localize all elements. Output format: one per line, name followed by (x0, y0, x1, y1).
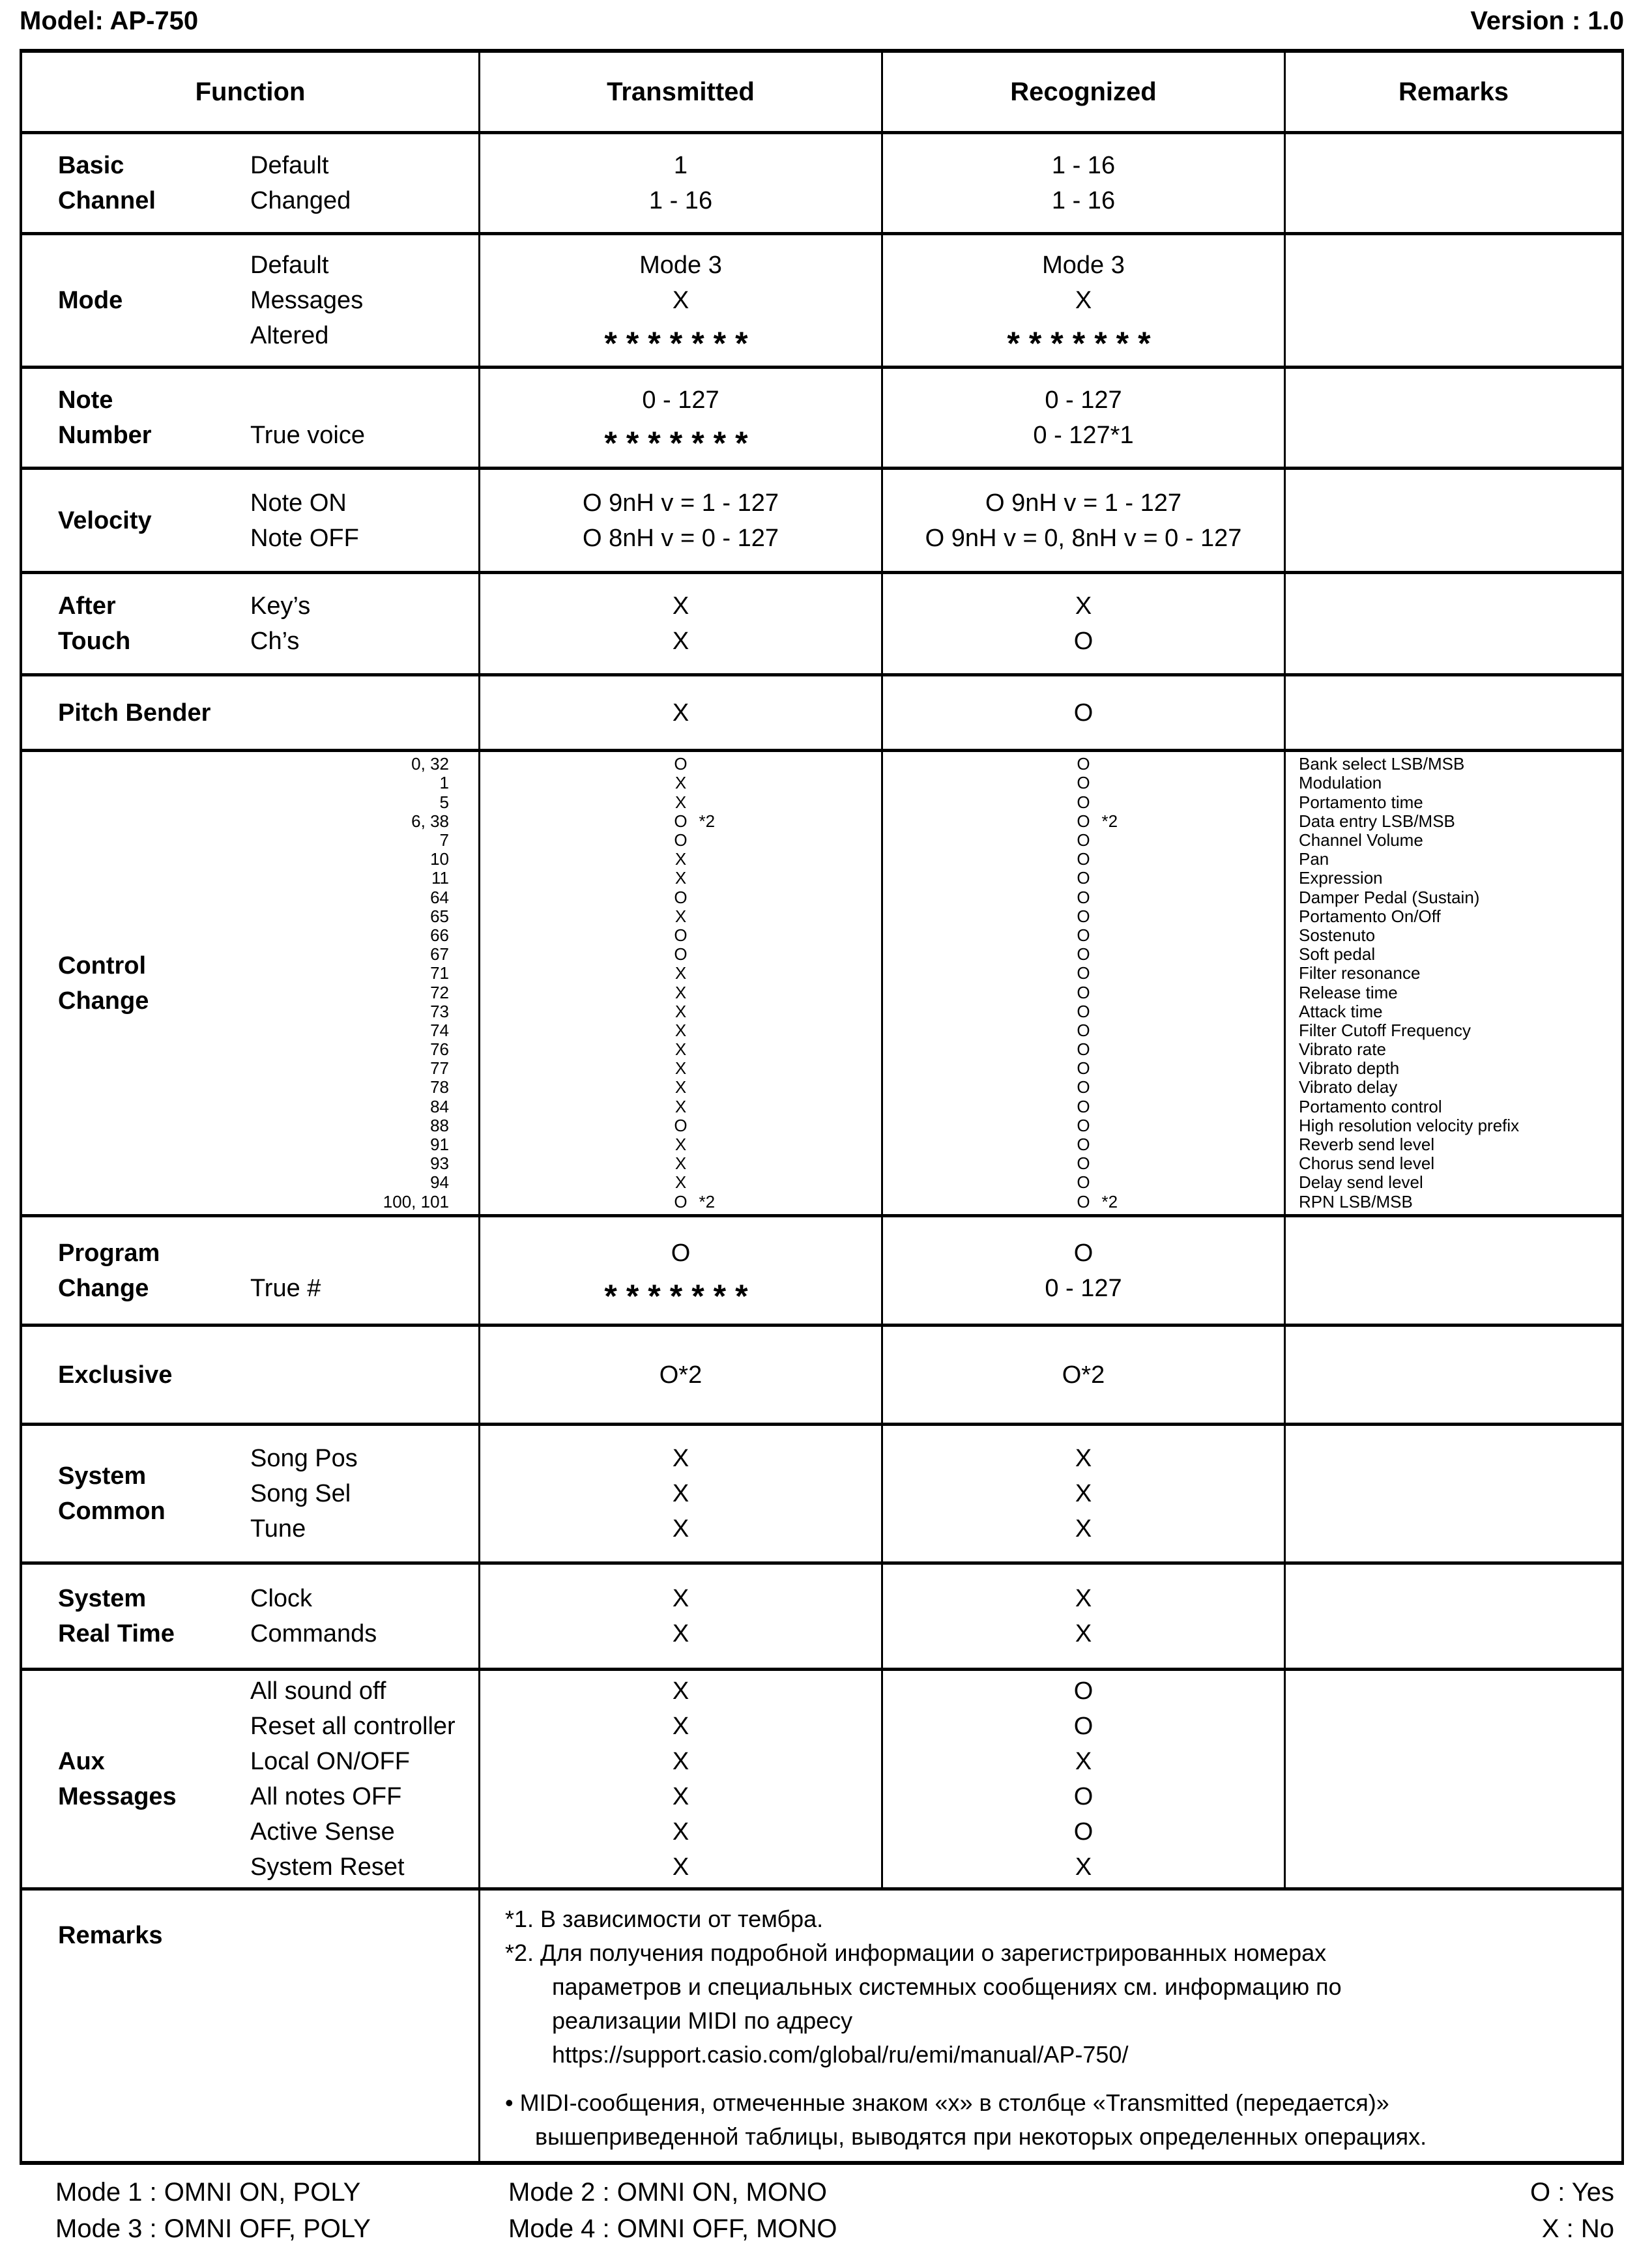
cell-value: O 9nH v = 0, 8nH v = 0 - 127 (925, 524, 1242, 552)
transmitted-cell (480, 752, 883, 1214)
cell-value: X (1075, 1748, 1092, 1775)
cc-number: 88 (430, 1115, 449, 1135)
cell-value: X (672, 1480, 689, 1507)
remarks-notes (480, 1891, 1621, 2161)
cell-value: X (674, 1020, 687, 1040)
cell-value: 1 - 16 (1051, 187, 1116, 214)
row-mode (22, 235, 1621, 369)
row-label: Pitch Bender (58, 699, 211, 727)
row-after-touch (22, 574, 1621, 676)
row-label: System Common (58, 1462, 166, 1525)
cell-value: X (1075, 1585, 1092, 1612)
legend-mode-4: Mode 4 : OMNI OFF, MONO (508, 2214, 837, 2243)
cell-value: 0 - 127*1 (1033, 422, 1134, 449)
cc-number: 67 (430, 944, 449, 964)
cell-value: O (1077, 925, 1090, 945)
transmitted-cell (480, 1565, 883, 1668)
cell-value: O (1077, 868, 1090, 888)
cell-value: X (1075, 592, 1092, 620)
cell-value: O*2 (1062, 1361, 1105, 1389)
cell-value: X (1075, 1853, 1092, 1881)
cell-value: 0 - 127 (1045, 386, 1122, 414)
cc-number: 64 (430, 887, 449, 907)
cc-number: 93 (430, 1153, 449, 1174)
asterisks-value: ******* (604, 325, 757, 362)
cell-value: X (672, 1677, 689, 1705)
function-cell (22, 235, 480, 366)
cell-value: O (1077, 944, 1090, 964)
asterisks-value: ******* (1007, 325, 1160, 362)
asterisks-value: ******* (604, 425, 757, 461)
cc-number: 100, 101 (383, 1191, 449, 1211)
cell-value: X (674, 963, 687, 983)
row-sublabels: Key’s Ch’s (250, 592, 311, 655)
remark-bullet: • MIDI-сообщения, отмеченные знаком «x» в столбце «Transmitted (передается)» (505, 2089, 1389, 2116)
cell-value: O (1073, 1818, 1094, 1846)
row-label: Aux Messages (58, 1748, 177, 1810)
cell-value: X (672, 1818, 689, 1846)
cc-number: 73 (430, 1001, 449, 1021)
cell-value: X (672, 1585, 689, 1612)
cell-value: X (674, 1039, 687, 1060)
row-system-real-time (22, 1565, 1621, 1671)
title-bar (20, 0, 1624, 49)
cell-value: O (1073, 1239, 1094, 1267)
cell-value: X (672, 1620, 689, 1647)
transmitted-cell (480, 470, 883, 571)
recognized-cell (883, 752, 1286, 1214)
transmitted-cell (480, 235, 883, 366)
cell-value: X (1075, 1620, 1092, 1647)
cell-value: O (1077, 830, 1090, 850)
transmitted-cell (480, 1327, 883, 1423)
transmitted-cell (480, 1217, 883, 1324)
cell-value: O (1073, 628, 1094, 655)
remarks-cell (1286, 1565, 1621, 1668)
function-cell (22, 1565, 480, 1668)
row-system-common (22, 1426, 1621, 1565)
cc-remark: Release time (1299, 982, 1398, 1002)
row-remarks (22, 1891, 1621, 2161)
cc-number: 66 (430, 925, 449, 945)
cc-remark: Filter Cutoff Frequency (1299, 1020, 1471, 1040)
cc-number: 84 (430, 1096, 449, 1116)
remark-url: https://support.casio.com/global/ru/emi/manual/AP-750/ (552, 2041, 1129, 2068)
remarks-cell (1286, 470, 1621, 571)
cell-value: X (674, 868, 687, 888)
cell-value: O 9nH v = 1 - 127 (985, 489, 1181, 517)
remark-note-2: *2. Для получения подробной информации о зарегистрированных номерах (505, 1939, 1327, 1966)
cell-value: O (674, 887, 688, 907)
row-sublabels: Default Messages Altered (250, 252, 364, 349)
recognized-cell (883, 1565, 1286, 1668)
cell-value: X (1075, 1445, 1092, 1472)
cell-value: O (674, 754, 688, 774)
cell-value: O (1077, 906, 1090, 926)
cell-value: X (672, 1783, 689, 1810)
row-pitch-bender (22, 676, 1621, 752)
cell-value: O (1077, 887, 1090, 907)
row-label: Control Change (58, 951, 149, 1015)
row-sublabels: Note ON Note OFF (250, 489, 359, 552)
row-sublabels: True # (250, 1274, 321, 1302)
recognized-cell (883, 235, 1286, 366)
cc-remark: Filter resonance (1299, 963, 1421, 983)
model-title: Model: AP-750 (20, 7, 199, 35)
remarks-cell (1286, 1327, 1621, 1423)
cc-remark: High resolution velocity prefix (1299, 1115, 1520, 1135)
transmitted-cell (480, 369, 883, 467)
midi-chart-table (20, 49, 1624, 2165)
cc-remark: Modulation (1299, 773, 1382, 793)
cell-value: O (1077, 849, 1090, 869)
cell-value: X (672, 1445, 689, 1472)
cc-remark: RPN LSB/MSB (1299, 1191, 1413, 1211)
function-cell (22, 1426, 480, 1561)
cc-number: 0, 32 (411, 754, 449, 774)
cell-value: O 9nH v = 1 - 127 (583, 489, 779, 517)
cell-value: X (672, 628, 689, 655)
cc-number: 11 (431, 868, 449, 888)
cc-number: 1 (439, 773, 449, 793)
cc-number: 6, 38 (411, 811, 449, 831)
cc-remark: Delay send level (1299, 1172, 1423, 1193)
row-label: After Touch (58, 592, 131, 655)
cell-value: O (1077, 1020, 1090, 1040)
cell-value: X (674, 1058, 687, 1079)
cell-value: O *2 (1077, 1191, 1118, 1211)
cell-value: O (674, 944, 688, 964)
cell-value: O (1077, 1058, 1090, 1079)
header-row (22, 53, 1621, 134)
recognized-cell (883, 134, 1286, 232)
cell-value: 0 - 127 (642, 386, 719, 414)
recognized-cell (883, 1671, 1286, 1887)
cc-remark: Expression (1299, 868, 1383, 888)
transmitted-cell (480, 1426, 883, 1561)
recognized-cell (883, 1327, 1286, 1423)
cc-remark: Bank select LSB/MSB (1299, 754, 1465, 774)
cell-value: O (1077, 982, 1090, 1002)
cell-value: O (1077, 1096, 1090, 1116)
cell-value: O (1077, 1153, 1090, 1174)
cell-value: O (674, 925, 688, 945)
header-recognized: Recognized (883, 53, 1286, 131)
cell-value: 0 - 127 (1045, 1274, 1122, 1302)
cell-value: X (674, 792, 687, 812)
remarks-cell (1286, 676, 1621, 749)
cell-value: X (674, 1135, 687, 1154)
row-control-change (22, 752, 1621, 1217)
cc-number: 7 (439, 830, 449, 850)
transmitted-cell (480, 134, 883, 232)
mode-legend (20, 2174, 1624, 2247)
function-cell (22, 369, 480, 467)
cell-value: O (1077, 1172, 1090, 1193)
row-exclusive (22, 1327, 1621, 1426)
remarks-cell (1286, 235, 1621, 366)
cell-value: X (674, 1153, 687, 1174)
remark-note-2-cont: параметров и специальных системных сообщениях см. информацию по (552, 1973, 1342, 2000)
remarks-cell (1286, 1671, 1621, 1887)
legend-no: X : No (1541, 2214, 1614, 2243)
transmitted-cell (480, 676, 883, 749)
header-function: Function (22, 53, 480, 131)
cell-value: O (1073, 1783, 1094, 1810)
cell-value: X (672, 1713, 689, 1740)
row-label: Mode (58, 287, 123, 314)
cc-remark: Vibrato depth (1299, 1058, 1400, 1079)
row-sublabels: Clock Commands (250, 1585, 377, 1647)
cell-value: X (674, 1001, 687, 1021)
cell-value: Mode 3 (1042, 252, 1125, 279)
remark-note-2-cont: реализации MIDI по адресу (552, 2007, 853, 2034)
function-cell (22, 752, 480, 1214)
header-transmitted: Transmitted (480, 53, 883, 131)
cell-value: X (674, 1172, 687, 1193)
cell-value: O (1073, 1677, 1094, 1705)
cc-remark: Portamento time (1299, 792, 1423, 812)
cell-value: O (1077, 1115, 1090, 1135)
cell-value: O (1077, 1077, 1090, 1097)
cc-number: 65 (430, 906, 449, 926)
cell-value: O (674, 830, 688, 850)
row-note-number (22, 369, 1621, 470)
recognized-cell (883, 369, 1286, 467)
cell-value: X (672, 1853, 689, 1881)
cell-value: O*2 (659, 1361, 703, 1389)
cc-remark: Damper Pedal (Sustain) (1299, 887, 1480, 907)
cell-value: X (674, 1096, 687, 1116)
row-velocity (22, 470, 1621, 574)
cell-value: 1 (673, 152, 688, 179)
midi-implementation-chart (20, 0, 1624, 2247)
cc-remark: Portamento control (1299, 1096, 1442, 1116)
transmitted-cell (480, 574, 883, 673)
row-label: Program Change (58, 1239, 160, 1302)
cell-value: X (672, 287, 689, 314)
row-aux-messages (22, 1671, 1621, 1891)
cell-value: X (1075, 1480, 1092, 1507)
row-program-change (22, 1217, 1621, 1327)
cell-value: O (1077, 754, 1090, 774)
cell-value: O (1077, 963, 1090, 983)
function-cell (22, 574, 480, 673)
cc-remark: Portamento On/Off (1299, 906, 1441, 926)
row-sublabels: All sound off Reset all controller Local ON/OFF All notes OFF Active Sense System Reset (250, 1677, 456, 1881)
cc-remark: Vibrato rate (1299, 1039, 1386, 1060)
cc-number: 10 (430, 849, 449, 869)
function-cell (22, 1327, 480, 1423)
cc-number: 72 (430, 982, 449, 1002)
cell-value: O (1077, 1039, 1090, 1060)
cc-number: 5 (439, 792, 449, 812)
cell-value: O (1077, 1135, 1090, 1154)
remarks-cell (1286, 1217, 1621, 1324)
cc-number: 76 (430, 1039, 449, 1060)
asterisks-value: ******* (604, 1277, 757, 1314)
cell-value: X (674, 773, 687, 793)
cell-value: O (1073, 1713, 1094, 1740)
row-label: Remarks (22, 1891, 480, 2161)
recognized-cell (883, 470, 1286, 571)
cell-value: 1 - 16 (1051, 152, 1116, 179)
cell-value: O (671, 1239, 691, 1267)
remark-bullet-cont: вышеприведенной таблицы, выводятся при некоторых определенных операциях. (535, 2123, 1427, 2150)
cell-value: X (674, 849, 687, 869)
cell-value: O (1073, 699, 1094, 727)
function-cell (22, 1217, 480, 1324)
cell-value: X (674, 982, 687, 1002)
cc-remark: Reverb send level (1299, 1135, 1435, 1154)
cc-remark: Data entry LSB/MSB (1299, 811, 1455, 831)
remarks-cell (1286, 369, 1621, 467)
row-sublabels: True voice (250, 422, 365, 449)
cell-value: X (672, 699, 689, 727)
row-label: Basic Channel (58, 152, 156, 214)
cell-value: O *2 (674, 811, 716, 831)
function-cell (22, 134, 480, 232)
row-label: System Real Time (58, 1585, 175, 1647)
cell-value: Mode 3 (639, 252, 722, 279)
cc-remark: Soft pedal (1299, 944, 1376, 964)
cc-remark: Vibrato delay (1299, 1077, 1398, 1097)
row-sublabels: Default Changed (250, 152, 351, 214)
cc-remark: Sostenuto (1299, 925, 1376, 945)
remarks-cell (1286, 752, 1621, 1214)
legend-mode-3: Mode 3 : OMNI OFF, POLY (55, 2214, 371, 2243)
row-basic-channel (22, 134, 1621, 235)
header-remarks: Remarks (1398, 77, 1509, 106)
row-label: Velocity (58, 506, 152, 534)
function-cell (22, 676, 480, 749)
cell-value: O (674, 1115, 688, 1135)
cc-number: 91 (430, 1135, 449, 1154)
cc-number: 74 (430, 1020, 449, 1040)
cell-value: X (674, 1077, 687, 1097)
row-label: Note Number (58, 386, 152, 449)
cc-number: 77 (430, 1058, 449, 1079)
cell-value: O *2 (1077, 811, 1118, 831)
recognized-cell (883, 1426, 1286, 1561)
row-sublabels: Song Pos Song Sel Tune (250, 1445, 358, 1543)
function-cell (22, 1671, 480, 1887)
remark-note-1: *1. В зависимости от тембра. (505, 1906, 824, 1932)
row-label: Exclusive (58, 1361, 173, 1389)
version-label: Version : 1.0 (1470, 7, 1624, 35)
cell-value: X (672, 592, 689, 620)
cell-value: X (672, 1515, 689, 1543)
legend-mode-1: Mode 1 : OMNI ON, POLY (55, 2178, 361, 2207)
legend-yes: O : Yes (1530, 2178, 1614, 2207)
remarks-cell (1286, 134, 1621, 232)
cc-number: 78 (430, 1077, 449, 1097)
transmitted-cell (480, 1671, 883, 1887)
cell-value: X (674, 906, 687, 926)
remarks-cell (1286, 574, 1621, 673)
cell-value: O (1077, 773, 1090, 793)
cc-remark: Pan (1299, 849, 1329, 869)
cell-value: X (1075, 1515, 1092, 1543)
cell-value: O 8nH v = 0 - 127 (583, 524, 779, 552)
cc-remark: Channel Volume (1299, 830, 1423, 850)
legend-mode-2: Mode 2 : OMNI ON, MONO (508, 2178, 827, 2207)
recognized-cell (883, 1217, 1286, 1324)
cc-remark: Chorus send level (1299, 1153, 1435, 1174)
recognized-cell (883, 574, 1286, 673)
recognized-cell (883, 676, 1286, 749)
cell-value: X (672, 1748, 689, 1775)
cell-value: X (1075, 287, 1092, 314)
cell-value: O (1077, 1001, 1090, 1021)
cc-remark: Attack time (1299, 1001, 1383, 1021)
cell-value: O (1077, 792, 1090, 812)
cc-number: 71 (430, 963, 449, 983)
cell-value: 1 - 16 (648, 187, 713, 214)
cc-number: 94 (430, 1172, 449, 1193)
function-cell (22, 470, 480, 571)
remarks-cell (1286, 1426, 1621, 1561)
cell-value: O *2 (674, 1191, 716, 1211)
